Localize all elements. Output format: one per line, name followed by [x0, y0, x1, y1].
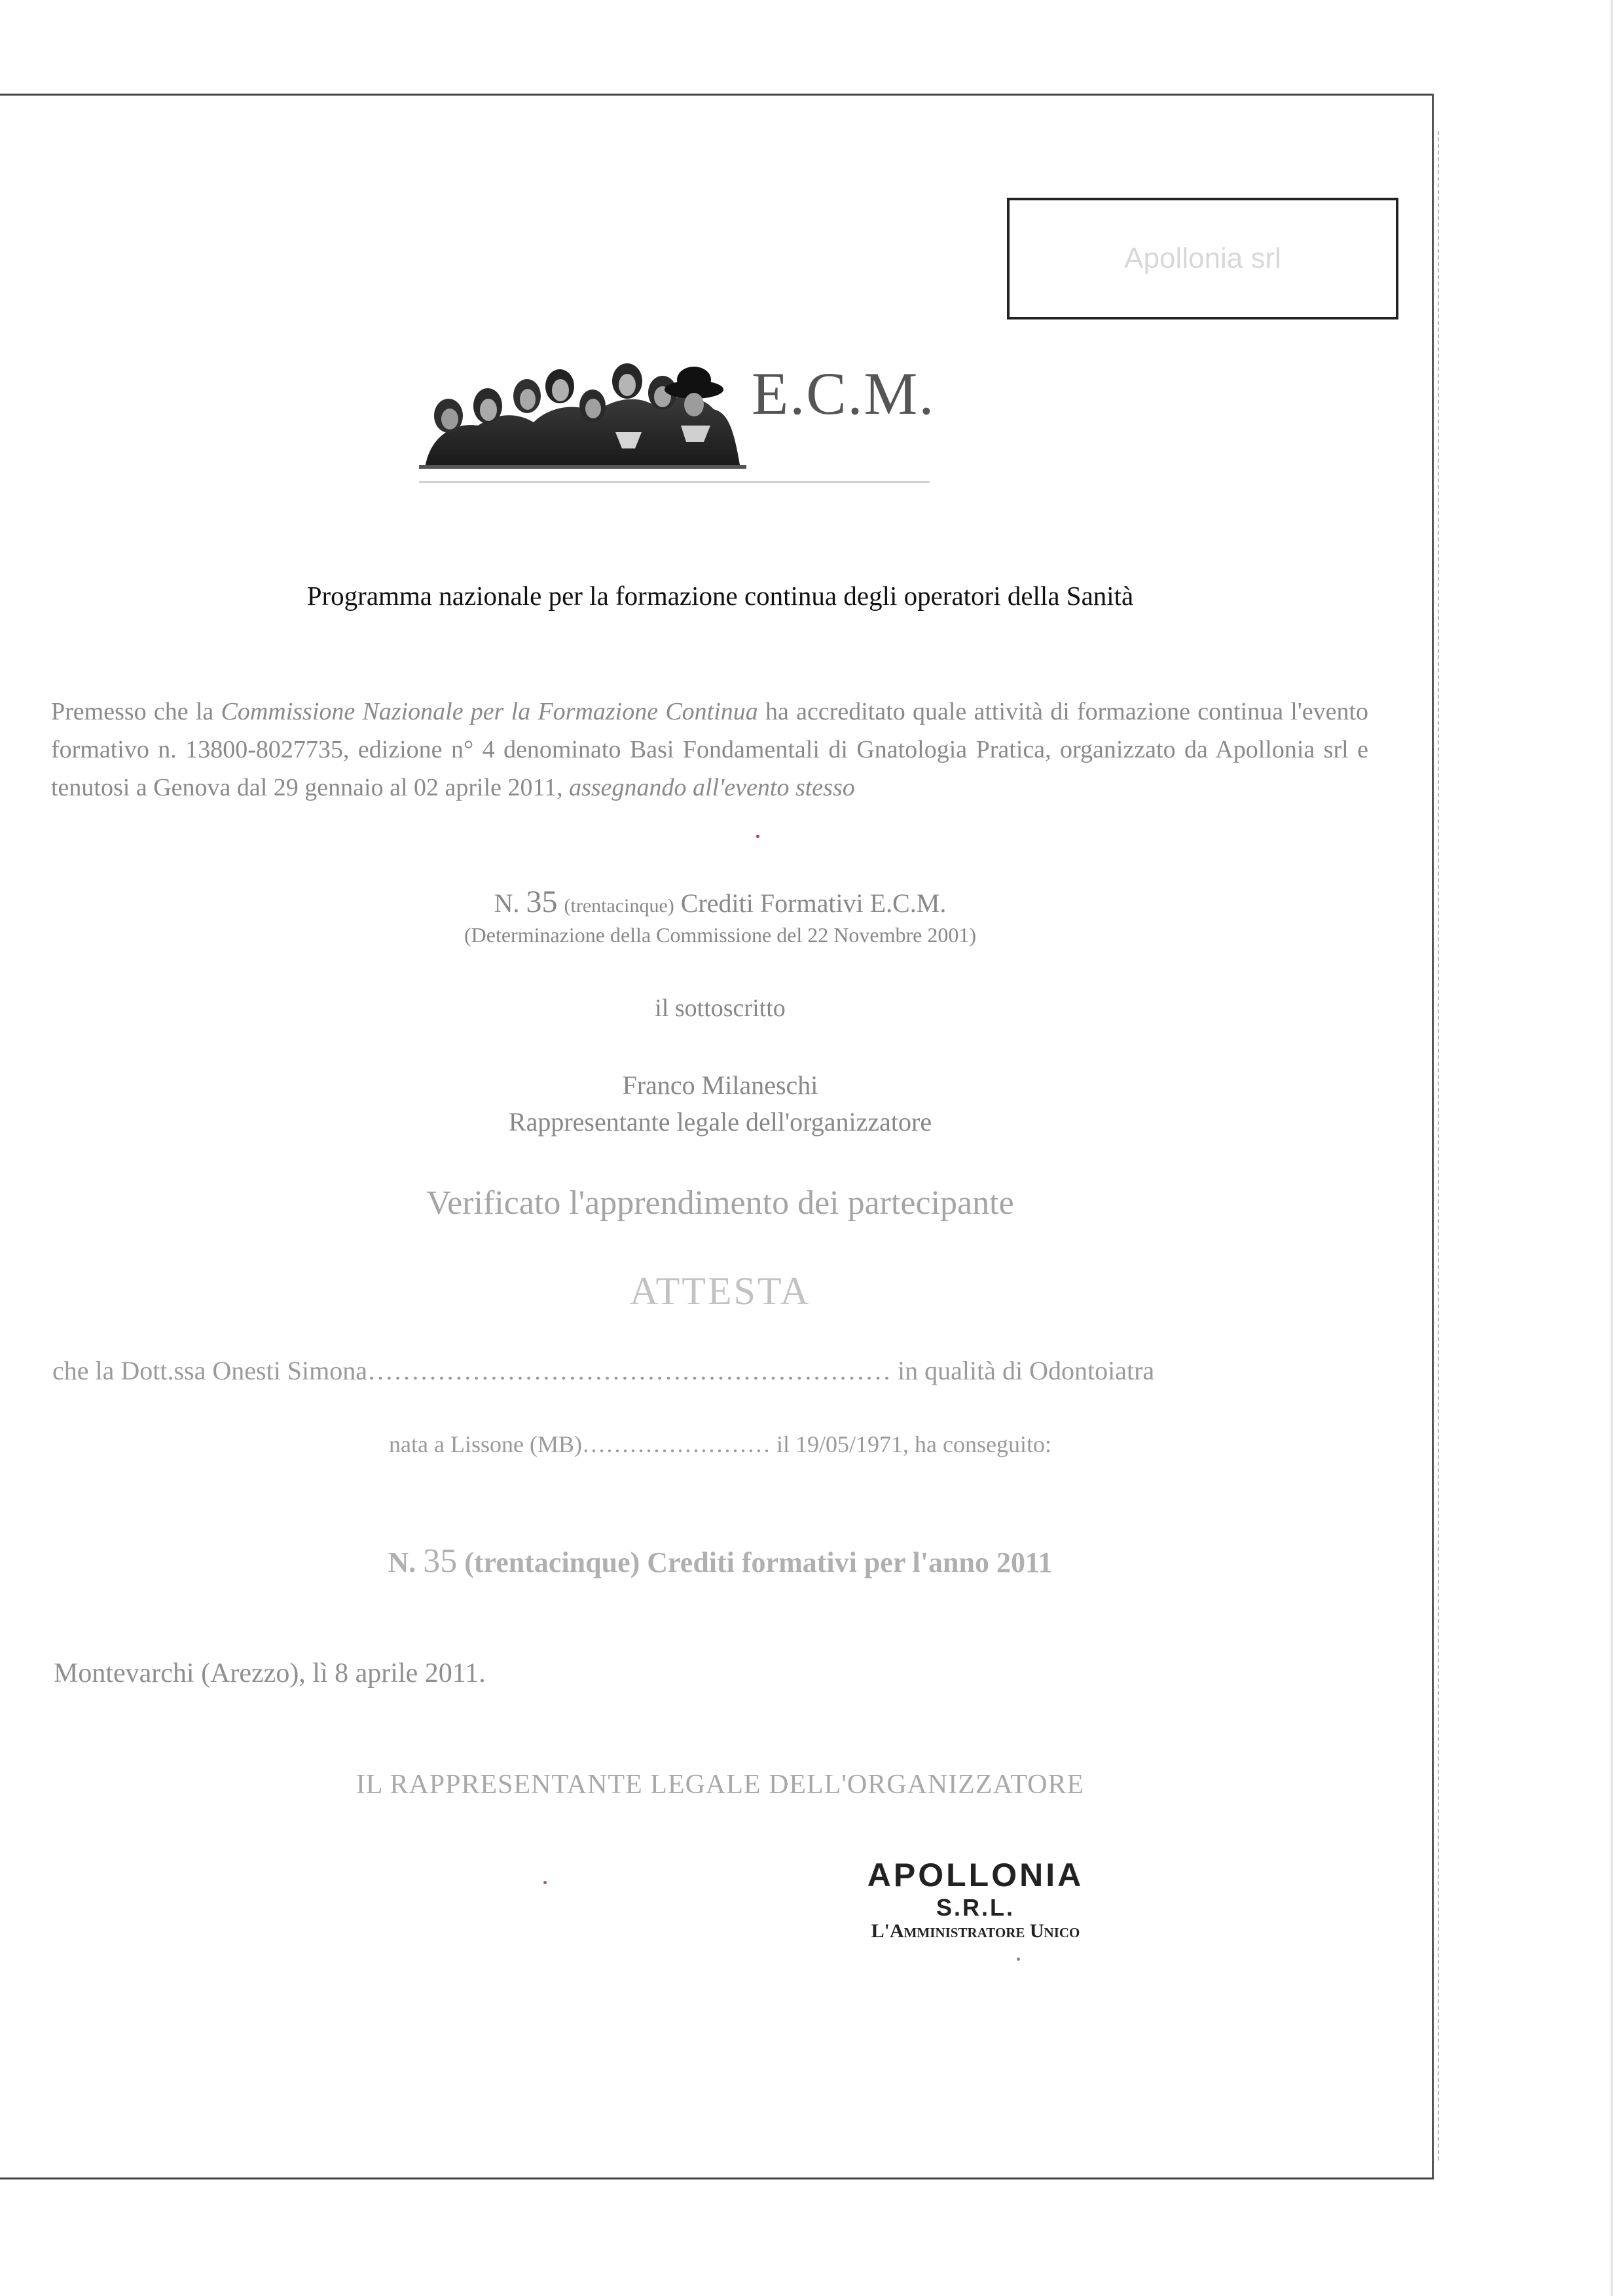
organizer-box — [1007, 198, 1398, 319]
undersigned-label: il sottoscritto — [655, 994, 786, 1022]
premise-intro: Premesso che la — [51, 698, 214, 725]
participant-role: Odontoiatra — [1029, 1356, 1155, 1385]
credits-earned-number: 35 — [423, 1542, 458, 1580]
scan-edge — [1611, 0, 1613, 2296]
company-stamp — [792, 1856, 1159, 1942]
credits-prefix: N. — [494, 888, 520, 918]
document-border-bottom — [0, 2178, 1434, 2179]
verified-statement: Verificato l'apprendimento dei partecipante — [426, 1184, 1014, 1222]
participant-role-prefix: in qualità di — [898, 1356, 1023, 1385]
participant-prefix: che la Dott.ssa — [52, 1356, 206, 1385]
premise-paragraph — [51, 693, 1368, 807]
credits-earned — [0, 1542, 1440, 1580]
place-date: Montevarchi (Arezzo), lì 8 aprile 2011. — [54, 1658, 486, 1688]
stamp-administrator: L'Amministratore Unico — [871, 1920, 1080, 1942]
signer-role: Rappresentante legale dell'organizzatore — [508, 1107, 932, 1137]
credits-label: Crediti Formativi E.C.M. — [680, 888, 947, 918]
birth-date: 19/05/1971, — [795, 1431, 909, 1457]
birth-suffix: ha conseguito: — [915, 1431, 1051, 1457]
scan-artifact-line — [1438, 131, 1439, 2160]
program-title: Programma nazionale per la formazione continua degli operatori della Sanità — [306, 581, 1134, 611]
participant-line — [52, 1355, 1368, 1386]
credits-line — [0, 884, 1440, 920]
credits-number: 35 — [526, 884, 558, 919]
scan-speck — [543, 1881, 547, 1884]
participant-dots: …………………………………………………… — [367, 1356, 892, 1385]
credits-earned-prefix: N. — [388, 1546, 416, 1578]
birth-dots: …………………… — [581, 1431, 771, 1457]
premise-body: ha accreditato quale attività di formazione continua l'evento formativo n. 13800-8027735, edizione n° 4 denominato Basi Fondamentali di Gnatologia Pratica, organizzato da Apollonia srl e tenutosi a Genova dal 29 gennaio al 02 aprile 2011, — [51, 698, 1368, 801]
birth-date-prefix: il — [776, 1431, 790, 1457]
signer-name: Franco Milaneschi — [622, 1070, 818, 1100]
legal-representative-label: IL RAPPRESENTANTE LEGALE DELL'ORGANIZZATORE — [356, 1770, 1085, 1800]
organizer-box-text: Apollonia srl — [1124, 242, 1281, 274]
birth-prefix: nata — [389, 1431, 428, 1457]
stamp-company-type: S.R.L. — [936, 1894, 1015, 1921]
ecm-logo-text: E.C.M. — [752, 360, 936, 427]
stamp-company-name: APOLLONIA — [867, 1857, 1084, 1893]
determination-note: (Determinazione della Commissione del 22 Novembre 2001) — [464, 923, 976, 947]
participant-name: Onesti Simona — [212, 1356, 368, 1385]
birth-line — [0, 1430, 1440, 1458]
credits-words: (trentacinque) — [564, 895, 674, 917]
commission-name: Commissione Nazionale per la Formazione Continua — [221, 698, 758, 725]
birth-place: a Lissone (MB) — [434, 1431, 582, 1457]
attests-heading: ATTESTA — [629, 1269, 811, 1313]
premise-assigning: assegnando all'evento stesso — [569, 774, 855, 801]
scan-speck — [1017, 1958, 1020, 1961]
credits-earned-text: (trentacinque) Crediti formativi per l'anno 2011 — [464, 1546, 1053, 1578]
scan-speck — [756, 835, 759, 838]
document-border-top — [0, 94, 1434, 96]
